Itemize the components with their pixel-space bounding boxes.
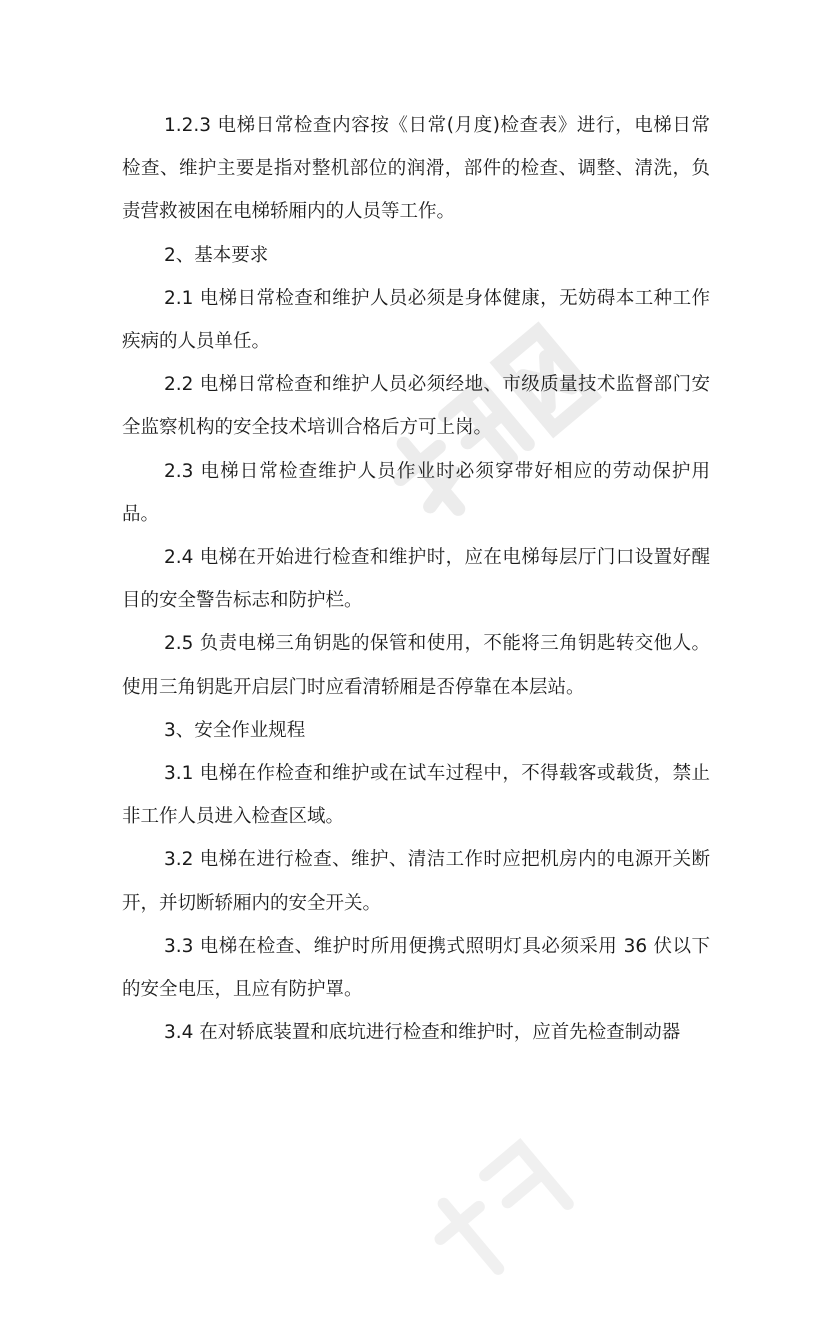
paragraph-3-2: 3.2 电梯在进行检查、维护、清洁工作时应把机房内的电源开关断开，并切断轿厢内的安全开关。	[122, 849, 710, 914]
paragraph-3-1: 3.1 电梯在作检查和维护或在试车过程中，不得载客或载货，禁止非工作人员进入检查区域。	[122, 763, 710, 828]
paragraph-2-4: 2.4 电梯在开始进行检查和维护时，应在电梯每层厅门口设置好醒目的安全警告标志和防护栏。	[122, 547, 710, 612]
paragraph-2-5: 2.5 负责电梯三角钥匙的保管和使用，不能将三角钥匙转交他人。使用三角钥匙开启层门时应看清轿厢是否停靠在本层站。	[122, 633, 710, 698]
paragraph-3-3: 3.3 电梯在检查、维护时所用便携式照明灯具必须采用 36 伏以下的安全电压，且应有防护罩。	[122, 935, 710, 1001]
document-body	[122, 104, 710, 1054]
section-heading-safety-procedures: 3、安全作业规程	[164, 719, 306, 741]
paragraph-2-1: 2.1 电梯日常检查和维护人员必须是身体健康，无妨碍本工种工作疾病的人员单任。	[122, 287, 710, 353]
section-heading-basic-requirements: 2、基本要求	[164, 244, 269, 266]
paragraph-2-2: 2.2 电梯日常检查和维护人员必须经地、市级质量技术监督部门安全监察机构的安全技术培训合格后方可上岗。	[122, 374, 710, 439]
paragraph-2-3: 2.3 电梯日常检查维护人员作业时必须穿带好相应的劳动保护用品。	[122, 460, 710, 525]
watermark-graphic-bottom	[400, 1060, 660, 1320]
paragraph-1-2-3: 1.2.3 电梯日常检查内容按《日常(月度)检查表》进行，电梯日常检查、维护主要是指对整机部位的润滑，部件的检查、调整、清洗，负责营救被困在电梯轿厢内的人员等工作。	[122, 115, 710, 223]
paragraph-3-4: 3.4 在对轿底装置和底坑进行检查和维护时，应首先检查制动器	[164, 1022, 681, 1044]
